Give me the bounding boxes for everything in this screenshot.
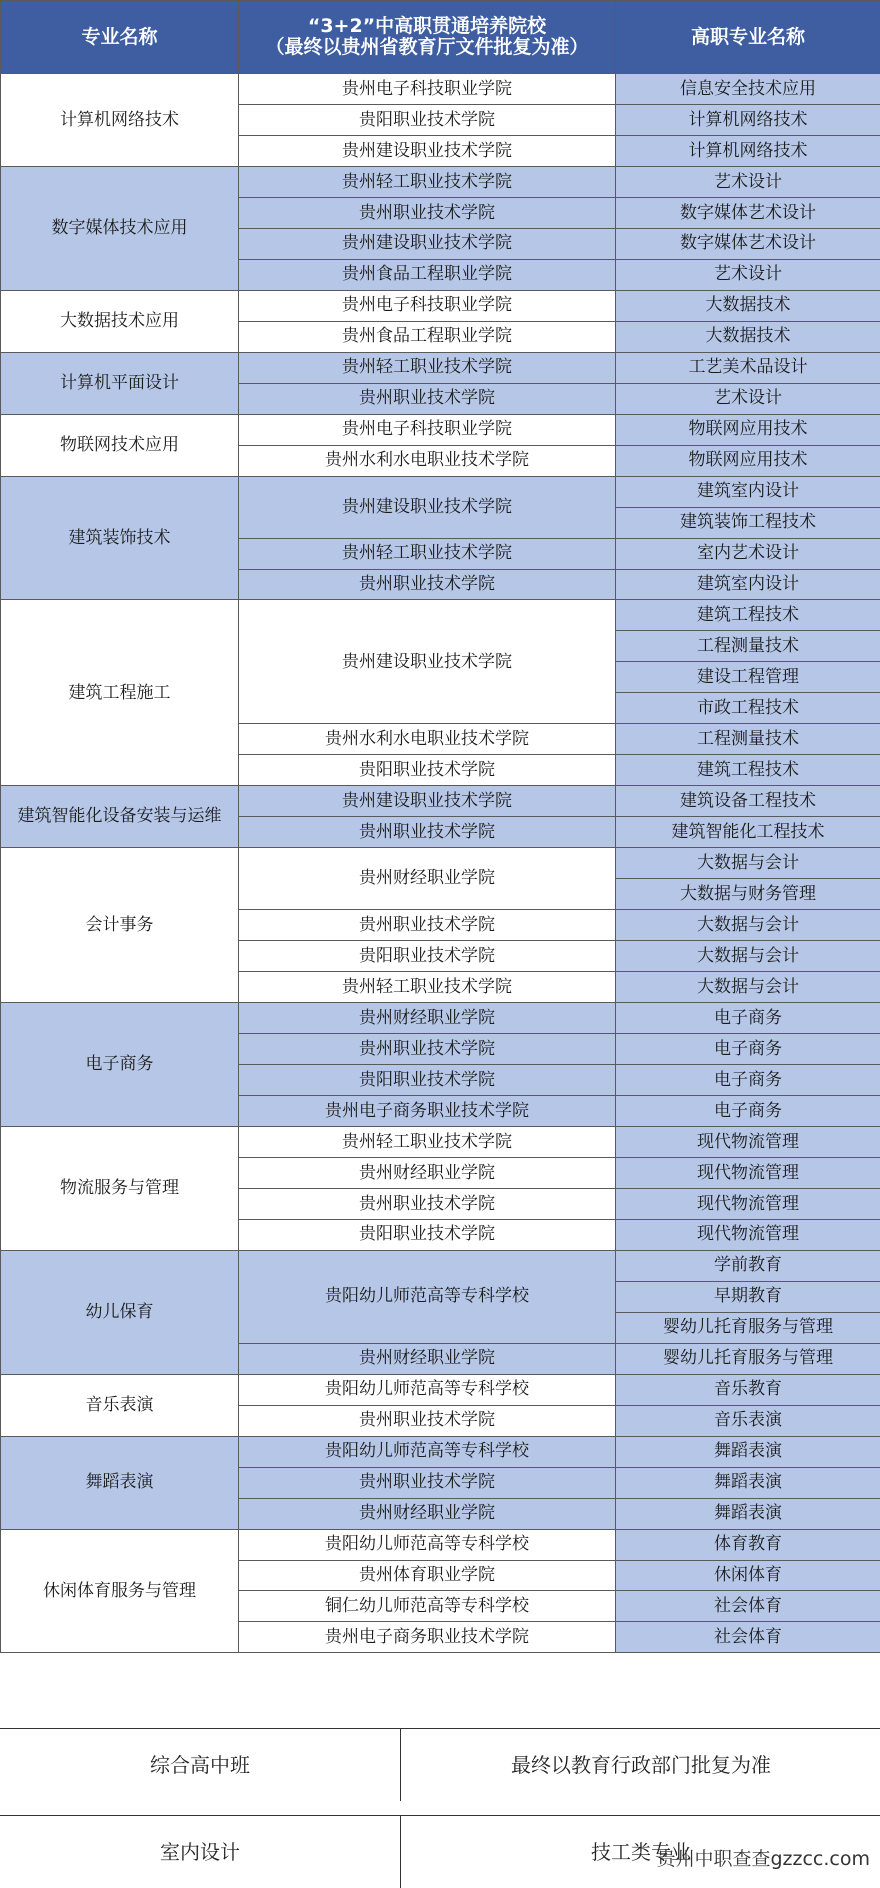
- hj-major-cell: 音乐表演: [616, 1405, 880, 1436]
- hj-major-cell: 物联网应用技术: [616, 445, 880, 476]
- hj-major-cell: 建设工程管理: [616, 662, 880, 693]
- hj-major-cell: 数字媒体艺术设计: [616, 197, 880, 228]
- school-name-cell: 贵州电子科技职业学院: [239, 414, 616, 445]
- bottom-table: [0, 1728, 880, 1887]
- hj-major-cell: 电子商务: [616, 1003, 880, 1034]
- hj-major-cell: 大数据与会计: [616, 972, 880, 1003]
- school-name-cell: 贵州轻工职业技术学院: [239, 352, 616, 383]
- hj-major-cell: 数字媒体艺术设计: [616, 228, 880, 259]
- table-row: [1, 1374, 880, 1405]
- school-name-cell: 贵州职业技术学院: [239, 1034, 616, 1065]
- bottom-row-1-right: 最终以教育行政部门批复为准: [400, 1729, 880, 1801]
- hj-major-cell: 计算机网络技术: [616, 135, 880, 166]
- hj-major-cell: 婴幼儿托育服务与管理: [616, 1312, 880, 1343]
- hj-major-cell: 大数据与会计: [616, 910, 880, 941]
- bottom-row-1-left: 综合高中班: [0, 1729, 400, 1801]
- school-name-cell: 贵州建设职业技术学院: [239, 600, 616, 724]
- hj-major-cell: 艺术设计: [616, 259, 880, 290]
- major-name-cell: 计算机网络技术: [1, 74, 239, 167]
- hj-major-cell: 早期教育: [616, 1281, 880, 1312]
- school-name-cell: 贵州职业技术学院: [239, 569, 616, 600]
- major-name-cell: 舞蹈表演: [1, 1436, 239, 1529]
- school-name-cell: 贵阳职业技术学院: [239, 941, 616, 972]
- school-name-cell: 贵州建设职业技术学院: [239, 228, 616, 259]
- school-name-cell: 贵州财经职业学院: [239, 1157, 616, 1188]
- table-row: [1, 290, 880, 321]
- school-name-cell: 贵州电子科技职业学院: [239, 290, 616, 321]
- major-name-cell: 物流服务与管理: [1, 1126, 239, 1250]
- hj-major-cell: 信息安全技术应用: [616, 74, 880, 105]
- school-name-cell: 贵阳幼儿师范高等专科学校: [239, 1250, 616, 1343]
- hj-major-cell: 婴幼儿托育服务与管理: [616, 1343, 880, 1374]
- bottom-row-2-left: 室内设计: [0, 1816, 400, 1888]
- table-row: [1, 1529, 880, 1560]
- school-name-cell: 贵州体育职业学院: [239, 1560, 616, 1591]
- school-name-cell: 贵州轻工职业技术学院: [239, 972, 616, 1003]
- hj-major-cell: 现代物流管理: [616, 1157, 880, 1188]
- school-name-cell: 铜仁幼儿师范高等专科学校: [239, 1591, 616, 1622]
- hj-major-cell: 市政工程技术: [616, 693, 880, 724]
- table-row: [1, 786, 880, 817]
- hj-major-cell: 工程测量技术: [616, 631, 880, 662]
- major-name-cell: 幼儿保育: [1, 1250, 239, 1374]
- school-name-cell: 贵阳职业技术学院: [239, 1219, 616, 1250]
- hj-major-cell: 电子商务: [616, 1095, 880, 1126]
- table-row: [1, 166, 880, 197]
- school-name-cell: 贵阳职业技术学院: [239, 755, 616, 786]
- major-name-cell: 计算机平面设计: [1, 352, 239, 414]
- school-name-cell: 贵州职业技术学院: [239, 910, 616, 941]
- bottom-row-2-right: 技工类专业: [400, 1816, 880, 1888]
- table-row: [1, 600, 880, 631]
- hj-major-cell: 大数据技术: [616, 290, 880, 321]
- hj-major-cell: 现代物流管理: [616, 1126, 880, 1157]
- hj-major-cell: 建筑设备工程技术: [616, 786, 880, 817]
- hj-major-cell: 舞蹈表演: [616, 1498, 880, 1529]
- school-name-cell: 贵州财经职业学院: [239, 1003, 616, 1034]
- school-name-cell: 贵州职业技术学院: [239, 1188, 616, 1219]
- school-name-cell: 贵阳职业技术学院: [239, 1065, 616, 1096]
- table-row: [1, 1250, 880, 1281]
- hj-major-cell: 学前教育: [616, 1250, 880, 1281]
- hj-major-cell: 艺术设计: [616, 166, 880, 197]
- school-name-cell: 贵州职业技术学院: [239, 817, 616, 848]
- hj-major-cell: 建筑工程技术: [616, 600, 880, 631]
- hj-major-cell: 电子商务: [616, 1065, 880, 1096]
- school-name-cell: 贵州水利水电职业技术学院: [239, 445, 616, 476]
- school-name-cell: 贵州食品工程职业学院: [239, 259, 616, 290]
- school-name-cell: 贵阳幼儿师范高等专科学校: [239, 1529, 616, 1560]
- hj-major-cell: 大数据与会计: [616, 941, 880, 972]
- hj-major-cell: 舞蹈表演: [616, 1467, 880, 1498]
- hj-major-cell: 音乐教育: [616, 1374, 880, 1405]
- hj-major-cell: 建筑室内设计: [616, 476, 880, 507]
- hj-major-cell: 社会体育: [616, 1591, 880, 1622]
- hj-major-cell: 舞蹈表演: [616, 1436, 880, 1467]
- school-name-cell: 贵州财经职业学院: [239, 1498, 616, 1529]
- bottom-row-1: [0, 1728, 880, 1801]
- hj-major-cell: 艺术设计: [616, 383, 880, 414]
- table-header-row: [1, 1, 880, 74]
- hj-major-cell: 休闲体育: [616, 1560, 880, 1591]
- school-name-cell: 贵州财经职业学院: [239, 1343, 616, 1374]
- header-school-line1: “3+2”中高职贯通培养院校: [239, 16, 615, 37]
- watermark-text: 贵州中职查查gzzcc.com: [656, 1844, 870, 1871]
- major-name-cell: 会计事务: [1, 848, 239, 1003]
- table-body: [1, 74, 880, 1653]
- major-name-cell: 建筑智能化设备安装与运维: [1, 786, 239, 848]
- hj-major-cell: 建筑装饰工程技术: [616, 507, 880, 538]
- header-school-line2: （最终以贵州省教育厅文件批复为准）: [239, 37, 615, 58]
- hj-major-cell: 现代物流管理: [616, 1188, 880, 1219]
- major-name-cell: 建筑工程施工: [1, 600, 239, 786]
- hj-major-cell: 物联网应用技术: [616, 414, 880, 445]
- major-name-cell: 物联网技术应用: [1, 414, 239, 476]
- school-name-cell: 贵州食品工程职业学院: [239, 321, 616, 352]
- school-name-cell: 贵州电子科技职业学院: [239, 74, 616, 105]
- school-name-cell: 贵州建设职业技术学院: [239, 135, 616, 166]
- major-name-cell: 大数据技术应用: [1, 290, 239, 352]
- hj-major-cell: 建筑室内设计: [616, 569, 880, 600]
- school-name-cell: 贵州职业技术学院: [239, 1467, 616, 1498]
- table-row: [1, 1126, 880, 1157]
- header-major: 专业名称: [1, 1, 239, 74]
- hj-major-cell: 大数据与会计: [616, 848, 880, 879]
- school-name-cell: 贵州建设职业技术学院: [239, 786, 616, 817]
- school-name-cell: 贵州建设职业技术学院: [239, 476, 616, 538]
- major-name-cell: 建筑装饰技术: [1, 476, 239, 600]
- hj-major-cell: 大数据与财务管理: [616, 879, 880, 910]
- school-name-cell: 贵州职业技术学院: [239, 383, 616, 414]
- major-name-cell: 数字媒体技术应用: [1, 166, 239, 290]
- table-row: [1, 476, 880, 507]
- school-name-cell: 贵阳职业技术学院: [239, 104, 616, 135]
- major-name-cell: 音乐表演: [1, 1374, 239, 1436]
- table-row: [1, 1436, 880, 1467]
- hj-major-cell: 计算机网络技术: [616, 104, 880, 135]
- hj-major-cell: 电子商务: [616, 1034, 880, 1065]
- school-name-cell: 贵阳幼儿师范高等专科学校: [239, 1374, 616, 1405]
- school-name-cell: 贵阳幼儿师范高等专科学校: [239, 1436, 616, 1467]
- school-name-cell: 贵州职业技术学院: [239, 197, 616, 228]
- school-name-cell: 贵州职业技术学院: [239, 1405, 616, 1436]
- school-name-cell: 贵州财经职业学院: [239, 848, 616, 910]
- school-name-cell: 贵州轻工职业技术学院: [239, 538, 616, 569]
- hj-major-cell: 建筑工程技术: [616, 755, 880, 786]
- header-school: [239, 1, 616, 74]
- school-name-cell: 贵州电子商务职业技术学院: [239, 1095, 616, 1126]
- school-name-cell: 贵州轻工职业技术学院: [239, 1126, 616, 1157]
- school-name-cell: 贵州水利水电职业技术学院: [239, 724, 616, 755]
- school-name-cell: 贵州电子商务职业技术学院: [239, 1622, 616, 1653]
- table-row: [1, 848, 880, 879]
- hj-major-cell: 建筑智能化工程技术: [616, 817, 880, 848]
- hj-major-cell: 工艺美术品设计: [616, 352, 880, 383]
- hj-major-cell: 工程测量技术: [616, 724, 880, 755]
- hj-major-cell: 室内艺术设计: [616, 538, 880, 569]
- hj-major-cell: 现代物流管理: [616, 1219, 880, 1250]
- major-name-cell: 休闲体育服务与管理: [1, 1529, 239, 1653]
- table-row: [1, 74, 880, 105]
- major-name-cell: 电子商务: [1, 1003, 239, 1127]
- table-row: [1, 1003, 880, 1034]
- hj-major-cell: 大数据技术: [616, 321, 880, 352]
- hj-major-cell: 体育教育: [616, 1529, 880, 1560]
- table-row: [1, 414, 880, 445]
- header-hj-major: 高职专业名称: [616, 1, 880, 74]
- table-row: [1, 352, 880, 383]
- school-name-cell: 贵州轻工职业技术学院: [239, 166, 616, 197]
- hj-major-cell: 社会体育: [616, 1622, 880, 1653]
